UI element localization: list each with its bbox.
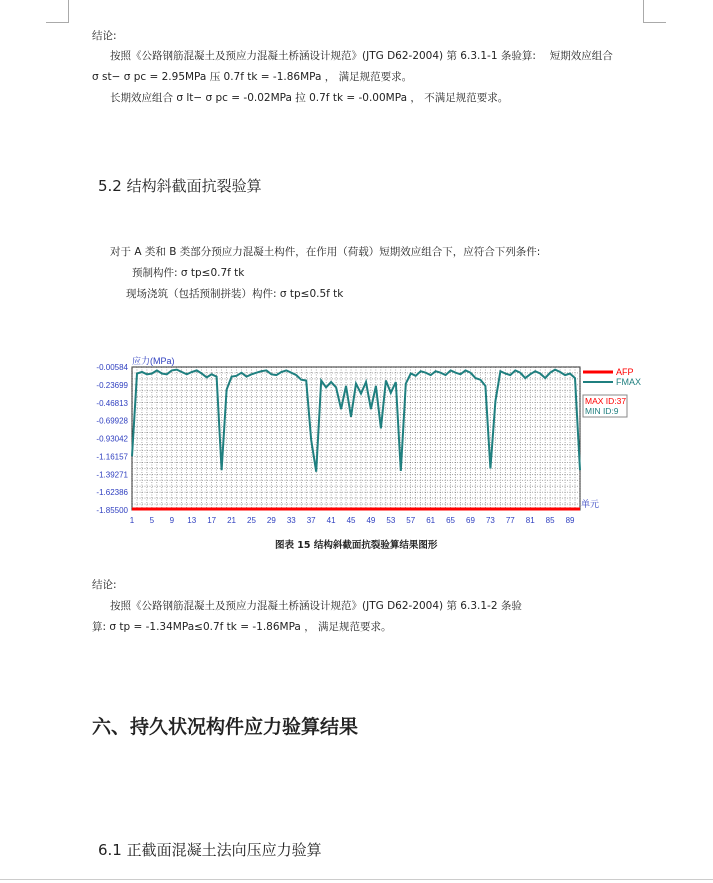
x-tick-label: 33 [286, 516, 296, 525]
x-tick-label: 37 [306, 516, 316, 525]
y-tick-label: -0.69928 [96, 416, 128, 426]
x-tick-label: 29 [266, 516, 276, 525]
x-tick-label: 65 [446, 516, 456, 525]
max-id-label: MAX ID:37 [585, 396, 627, 406]
x-tick-label: 77 [505, 516, 515, 525]
conclusion-2-line-1: 按照《公路钢筋混凝土及预应力混凝土桥涵设计规范》(JTG D62-2004) 第 6.3.1-2 条验 [110, 600, 522, 612]
x-tick-label: 69 [466, 516, 475, 525]
x-tick-label: 5 [149, 516, 155, 525]
section-5-2-paragraph: 对于 A 类和 B 类部分预应力混凝土构件，在作用（荷载）短期效应组合下，应符合下列条件: [110, 246, 541, 258]
x-tick-label: 45 [346, 516, 356, 525]
conclusion-heading: 结论: [92, 30, 117, 42]
x-tick-label: 1 [129, 516, 135, 525]
y-tick-label: -0.00584 [96, 363, 128, 372]
conclusion-line-2: σ st− σ pc = 2.95MPa 压 0.7f tk = -1.86MPa ， 满足规范要求。 [92, 71, 413, 83]
y-axis-ticks [96, 363, 128, 515]
conclusion-line-1: 按照《公路钢筋混凝土及预应力混凝土桥涵设计规范》(JTG D62-2004) 第 6.3.1-1 条验算: 短期效应组合 [110, 50, 613, 62]
y-tick-label: -0.23699 [96, 380, 128, 390]
y-tick-label: -1.85500 [96, 506, 128, 515]
x-tick-label: 53 [386, 516, 396, 525]
x-tick-label: 21 [227, 516, 237, 525]
section-6-1-title: 6.1 正截面混凝土法向压应力验算 [98, 841, 322, 859]
chapter-6-title: 六、持久状况构件应力验算结果 [92, 716, 359, 738]
x-tick-label: 85 [545, 516, 555, 525]
y-tick-label: -0.93042 [96, 434, 128, 444]
x-tick-label: 57 [406, 516, 416, 525]
condition-precast: 预制构件: σ tp≤0.7f tk [132, 267, 245, 279]
min-id-label: MIN ID:9 [585, 406, 619, 416]
y-tick-label: -0.46813 [96, 398, 128, 408]
x-axis-ticks [130, 516, 575, 525]
page-bottom-border [0, 879, 713, 880]
conclusion-line-3: 长期效应组合 σ lt− σ pc = -0.02MPa 拉 0.7f tk = -0.00MPa ， 不满足规范要求。 [110, 92, 509, 104]
x-tick-label: 49 [366, 516, 376, 525]
x-axis-label: 单元 [581, 499, 600, 509]
section-5-2-title: 5.2 结构斜截面抗裂验算 [98, 177, 262, 195]
x-tick-label: 73 [485, 516, 495, 525]
legend-fmax-label: FMAX [616, 377, 642, 387]
x-tick-label: 25 [247, 516, 256, 525]
y-tick-label: -1.62386 [96, 488, 128, 498]
x-tick-label: 13 [187, 516, 197, 525]
condition-cast-in-place: 现场浇筑（包括预制拼装）构件: σ tp≤0.5f tk [126, 288, 344, 300]
x-tick-label: 17 [207, 516, 217, 525]
x-tick-label: 41 [326, 516, 336, 525]
conclusion-2-line-2: 算: σ tp = -1.34MPa≤0.7f tk = -1.86MPa ， 满足规范要求。 [92, 621, 392, 633]
conclusion-2-heading: 结论: [92, 579, 117, 591]
y-tick-label: -1.39271 [96, 470, 128, 480]
x-tick-label: 61 [426, 516, 436, 525]
y-axis-label: 应力(MPa) [132, 356, 175, 366]
y-tick-label: -1.16157 [96, 452, 128, 462]
x-tick-label: 9 [169, 516, 175, 525]
x-tick-label: 89 [565, 516, 575, 525]
figure-caption: 图表 15 结构斜截面抗裂验算结果图形 [275, 540, 438, 551]
legend-afp-label: AFP [616, 367, 634, 377]
x-tick-label: 81 [525, 516, 535, 525]
